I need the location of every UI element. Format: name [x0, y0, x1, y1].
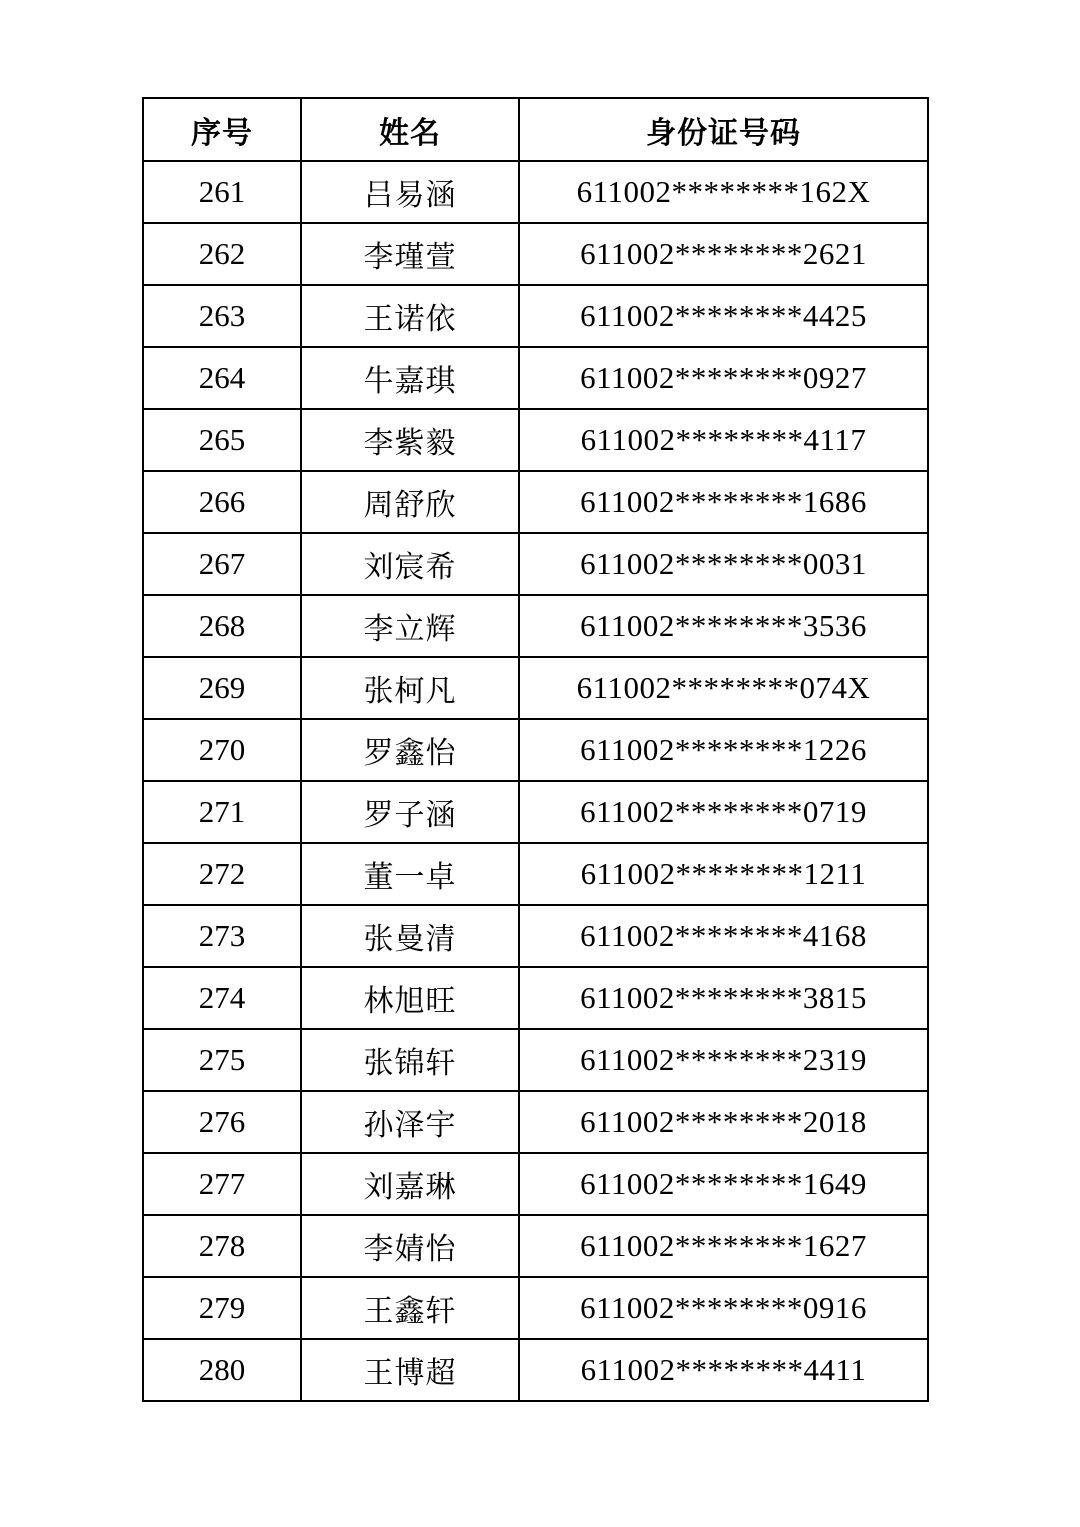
table-header — [143, 98, 928, 161]
table-row — [143, 595, 928, 657]
table-row — [143, 161, 928, 223]
serial-number-cell: 273 — [143, 905, 301, 967]
name-cell: 刘宸希 — [301, 533, 519, 595]
id-number-cell: 611002********4168 — [519, 905, 928, 967]
serial-number-cell: 268 — [143, 595, 301, 657]
id-number-cell: 611002********1686 — [519, 471, 928, 533]
serial-number-cell: 280 — [143, 1339, 301, 1401]
id-number-cell: 611002********4117 — [519, 409, 928, 471]
table-row — [143, 471, 928, 533]
roster-table — [142, 97, 929, 1402]
name-cell: 罗子涵 — [301, 781, 519, 843]
serial-number-cell: 272 — [143, 843, 301, 905]
name-cell: 李婧怡 — [301, 1215, 519, 1277]
name-cell: 孙泽宇 — [301, 1091, 519, 1153]
serial-number-cell: 277 — [143, 1153, 301, 1215]
header-id-number: 身份证号码 — [519, 98, 928, 161]
name-cell: 李瑾萱 — [301, 223, 519, 285]
table-row — [143, 223, 928, 285]
name-cell: 刘嘉琳 — [301, 1153, 519, 1215]
table-row — [143, 905, 928, 967]
name-cell: 李紫毅 — [301, 409, 519, 471]
name-cell: 王诺依 — [301, 285, 519, 347]
name-cell: 王博超 — [301, 1339, 519, 1401]
id-number-cell: 611002********074X — [519, 657, 928, 719]
id-number-cell: 611002********3536 — [519, 595, 928, 657]
id-number-cell: 611002********1211 — [519, 843, 928, 905]
id-number-cell: 611002********2018 — [519, 1091, 928, 1153]
serial-number-cell: 269 — [143, 657, 301, 719]
name-cell: 周舒欣 — [301, 471, 519, 533]
name-cell: 李立辉 — [301, 595, 519, 657]
serial-number-cell: 264 — [143, 347, 301, 409]
serial-number-cell: 274 — [143, 967, 301, 1029]
table-row — [143, 1339, 928, 1401]
id-number-cell: 611002********2319 — [519, 1029, 928, 1091]
table-row — [143, 1215, 928, 1277]
table-body — [143, 161, 928, 1401]
id-number-cell: 611002********0719 — [519, 781, 928, 843]
serial-number-cell: 278 — [143, 1215, 301, 1277]
name-cell: 张锦轩 — [301, 1029, 519, 1091]
serial-number-cell: 275 — [143, 1029, 301, 1091]
table-row — [143, 719, 928, 781]
id-number-cell: 611002********0916 — [519, 1277, 928, 1339]
table-row — [143, 347, 928, 409]
serial-number-cell: 276 — [143, 1091, 301, 1153]
name-cell: 吕易涵 — [301, 161, 519, 223]
header-row — [143, 98, 928, 161]
name-cell: 董一卓 — [301, 843, 519, 905]
table-row — [143, 843, 928, 905]
id-number-cell: 611002********162X — [519, 161, 928, 223]
id-number-cell: 611002********1627 — [519, 1215, 928, 1277]
table-row — [143, 1091, 928, 1153]
id-number-cell: 611002********0927 — [519, 347, 928, 409]
table-row — [143, 781, 928, 843]
table-row — [143, 409, 928, 471]
id-number-cell: 611002********4425 — [519, 285, 928, 347]
id-number-cell: 611002********2621 — [519, 223, 928, 285]
name-cell: 张曼清 — [301, 905, 519, 967]
table-row — [143, 533, 928, 595]
name-cell: 张柯凡 — [301, 657, 519, 719]
serial-number-cell: 270 — [143, 719, 301, 781]
serial-number-cell: 267 — [143, 533, 301, 595]
name-cell: 罗鑫怡 — [301, 719, 519, 781]
id-number-cell: 611002********0031 — [519, 533, 928, 595]
serial-number-cell: 261 — [143, 161, 301, 223]
id-number-cell: 611002********3815 — [519, 967, 928, 1029]
id-number-cell: 611002********1649 — [519, 1153, 928, 1215]
serial-number-cell: 279 — [143, 1277, 301, 1339]
name-cell: 林旭旺 — [301, 967, 519, 1029]
table-row — [143, 657, 928, 719]
header-serial-number: 序号 — [143, 98, 301, 161]
id-number-cell: 611002********1226 — [519, 719, 928, 781]
table-row — [143, 1277, 928, 1339]
table-row — [143, 285, 928, 347]
id-number-cell: 611002********4411 — [519, 1339, 928, 1401]
name-cell: 牛嘉琪 — [301, 347, 519, 409]
serial-number-cell: 263 — [143, 285, 301, 347]
header-name: 姓名 — [301, 98, 519, 161]
serial-number-cell: 271 — [143, 781, 301, 843]
serial-number-cell: 265 — [143, 409, 301, 471]
table-row — [143, 1153, 928, 1215]
table-row — [143, 967, 928, 1029]
serial-number-cell: 262 — [143, 223, 301, 285]
table-row — [143, 1029, 928, 1091]
serial-number-cell: 266 — [143, 471, 301, 533]
name-cell: 王鑫轩 — [301, 1277, 519, 1339]
